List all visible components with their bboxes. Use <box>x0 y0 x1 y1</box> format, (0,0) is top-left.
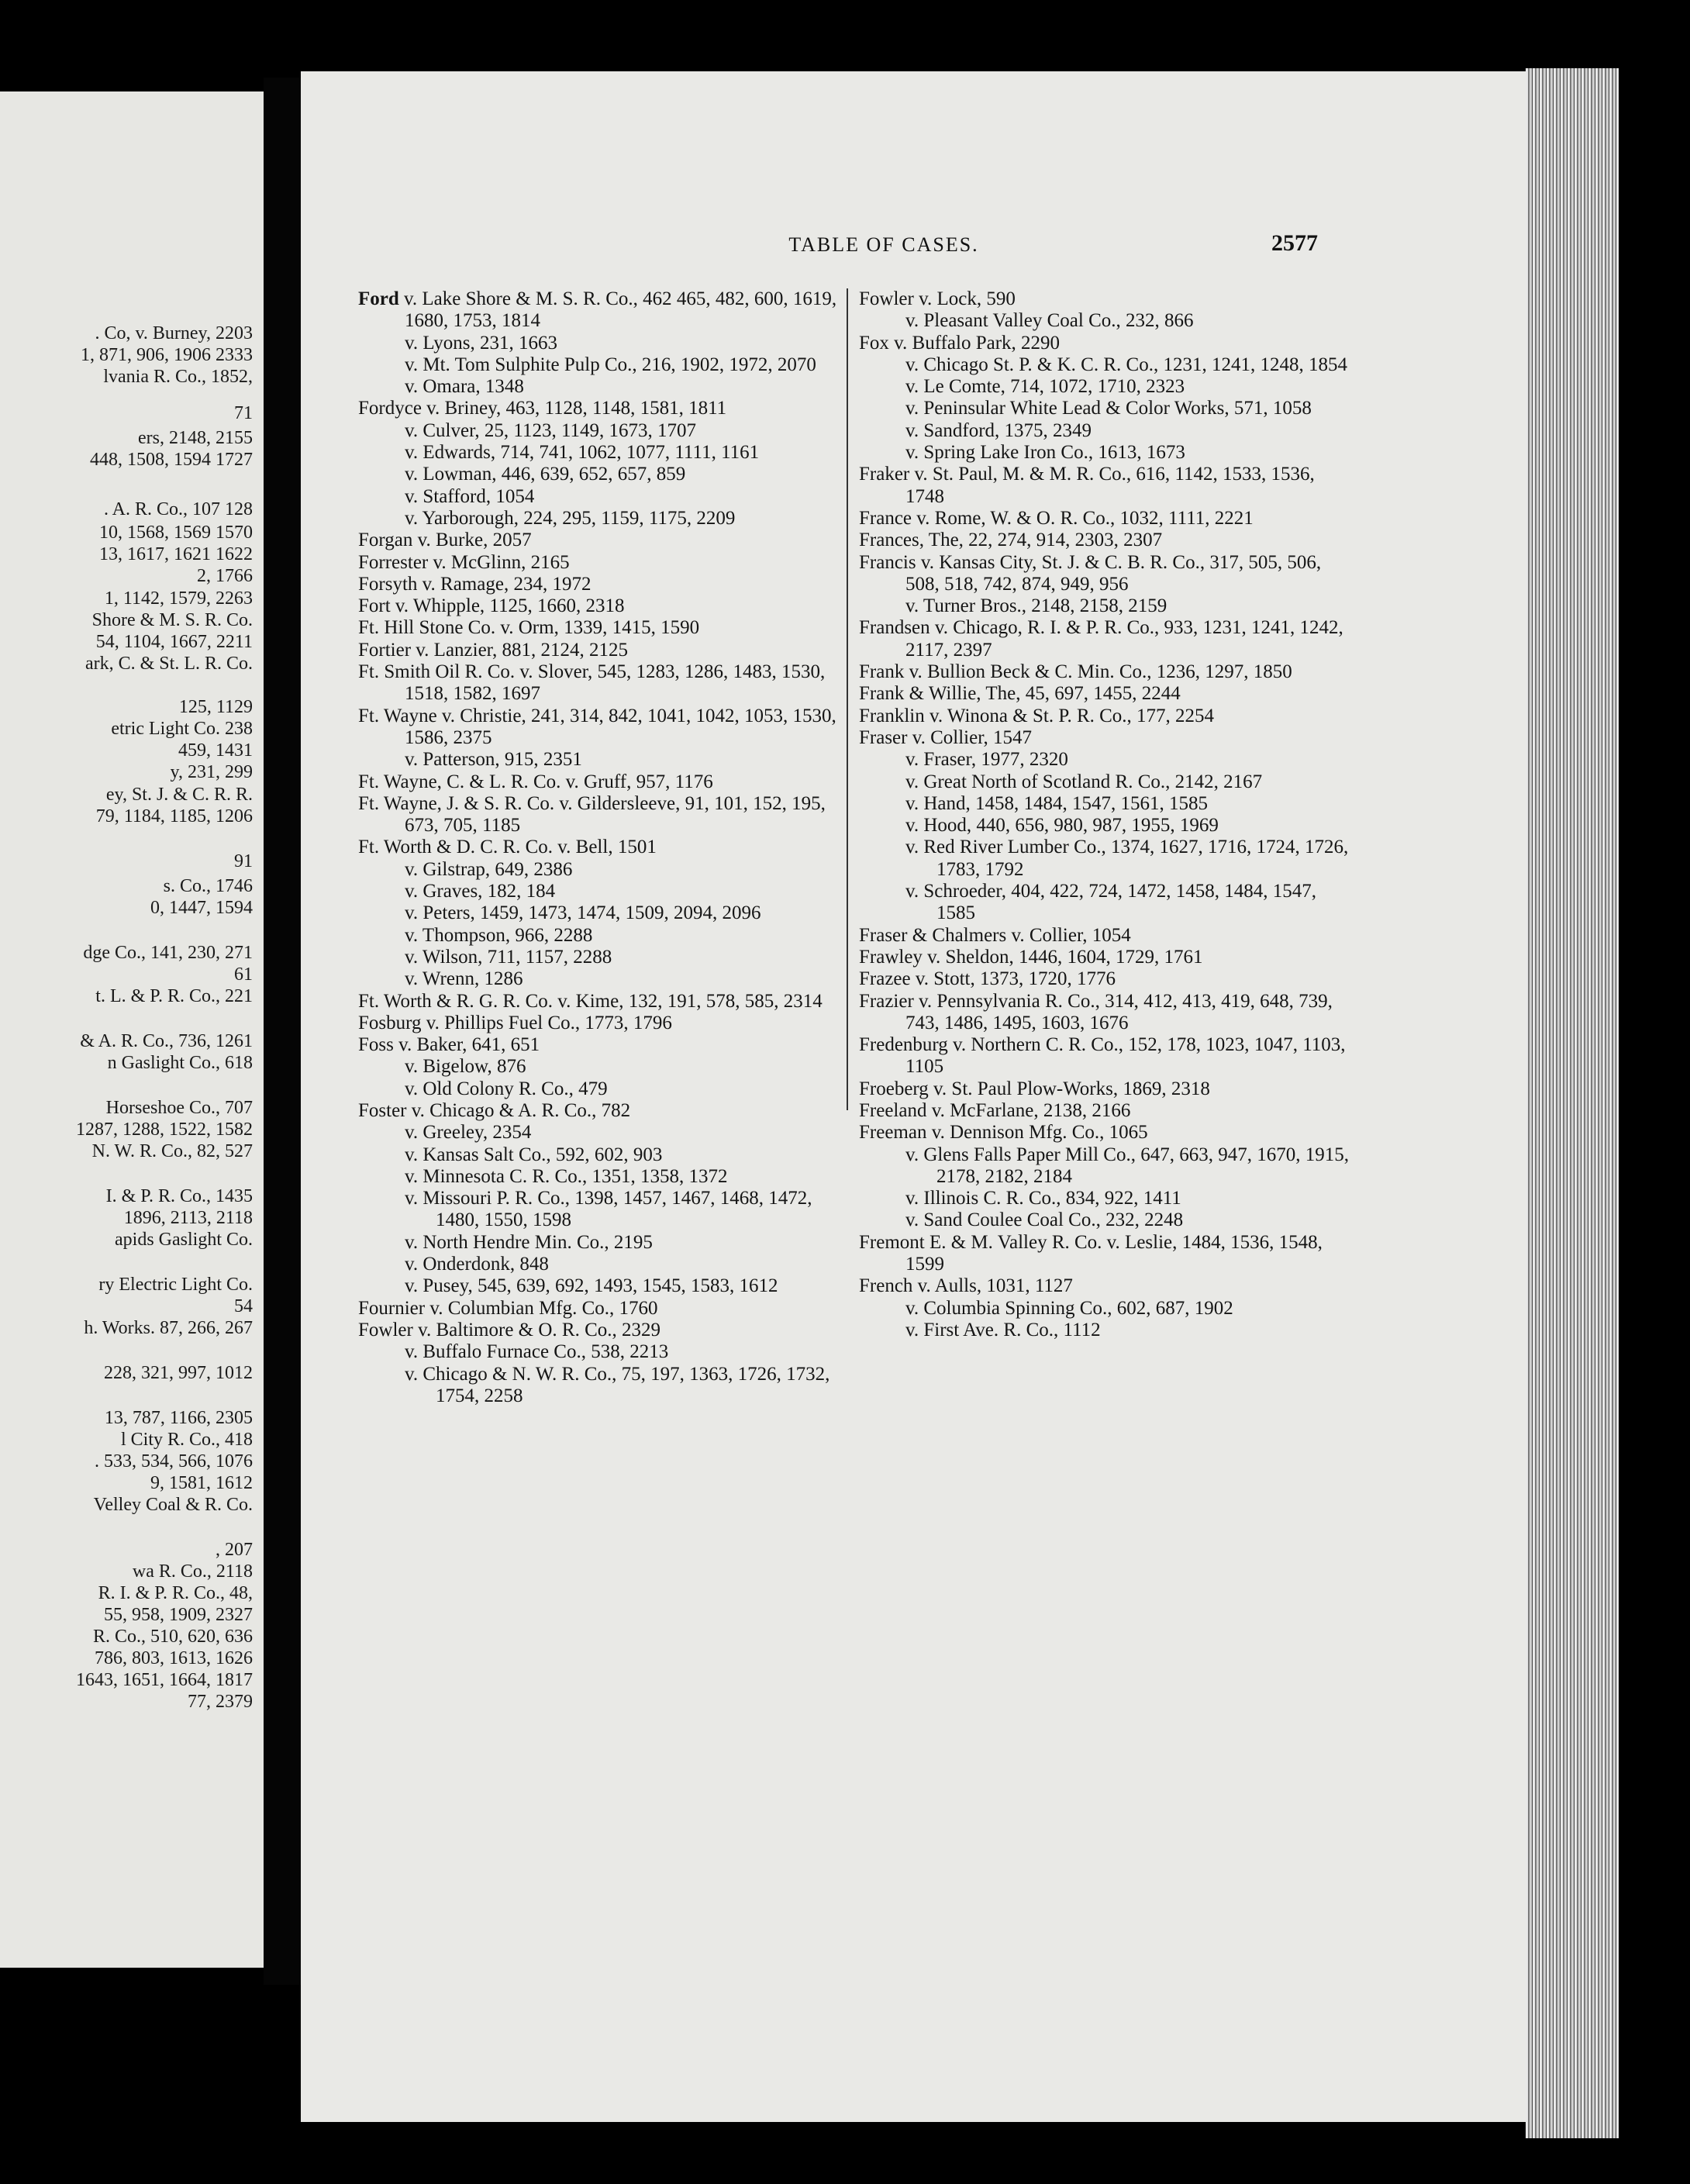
case-sub-entry: v. Kansas Salt Co., 592, 602, 903 <box>405 1144 663 1165</box>
left-page-line: 55, 958, 1909, 2327 <box>104 1605 253 1625</box>
case-entry: Ft. Hill Stone Co. v. Orm, 1339, 1415, 1590 <box>358 617 700 639</box>
case-entry: Freeland v. McFarlane, 2138, 2166 <box>859 1099 1131 1121</box>
case-entry: Fremont E. & M. Valley R. Co. v. Leslie, 1484, 1536, 1548, 1599 <box>859 1231 1323 1275</box>
case-sub-entry: v. North Hendre Min. Co., 2195 <box>405 1231 653 1253</box>
left-page-line: . 533, 534, 566, 1076 <box>95 1451 253 1472</box>
left-page-line: 13, 1617, 1621 1622 <box>99 544 253 564</box>
left-page-line: 79, 1184, 1185, 1206 <box>95 806 253 826</box>
case-sub-entry: v. Stafford, 1054 <box>405 485 535 507</box>
left-page-line: . A. R. Co., 107 128 <box>103 499 253 519</box>
case-sub-entry: v. Mt. Tom Sulphite Pulp Co., 216, 1902, 1972, 2070 <box>405 354 816 375</box>
left-page-line: 71 <box>234 403 253 423</box>
left-page-line: 91 <box>234 851 253 871</box>
case-sub-entry: v. Buffalo Furnace Co., 538, 2213 <box>405 1341 669 1363</box>
case-sub-entry: v. Minnesota C. R. Co., 1351, 1358, 1372 <box>405 1165 728 1187</box>
left-page-line: 9, 1581, 1612 <box>150 1473 253 1493</box>
case-sub-entry: v. Glens Falls Paper Mill Co., 647, 663, 947, 1670, 1915, 2178, 2182, 2184 <box>905 1144 1349 1187</box>
case-entry: Forrester v. McGlinn, 2165 <box>358 551 570 573</box>
left-page-line: ry Electric Light Co. <box>98 1275 253 1295</box>
left-page-line: 10, 1568, 1569 1570 <box>99 523 253 543</box>
case-sub-entry: v. Red River Lumber Co., 1374, 1627, 1716, 1724, 1726, 1783, 1792 <box>905 837 1349 880</box>
case-entry: Foster v. Chicago & A. R. Co., 782 <box>358 1099 631 1121</box>
case-entry: Fraser & Chalmers v. Collier, 1054 <box>859 924 1131 946</box>
case-entry: France v. Rome, W. & O. R. Co., 1032, 1111, 2221 <box>859 507 1254 529</box>
case-entry: Froeberg v. St. Paul Plow-Works, 1869, 2318 <box>859 1078 1210 1099</box>
left-page-line: 228, 321, 997, 1012 <box>104 1363 253 1383</box>
case-sub-entry: v. Peters, 1459, 1473, 1474, 1509, 2094, 2096 <box>405 902 761 924</box>
case-entry: Frances, The, 22, 274, 914, 2303, 2307 <box>859 530 1163 551</box>
case-entry: Ft. Wayne, C. & L. R. Co. v. Gruff, 957, 1176 <box>358 771 713 792</box>
case-sub-entry: v. Omara, 1348 <box>405 376 524 398</box>
case-entry: Forgan v. Burke, 2057 <box>358 530 532 551</box>
case-sub-entry: v. Edwards, 714, 741, 1062, 1077, 1111, 1161 <box>405 442 760 464</box>
left-page-line: , 207 <box>216 1540 253 1560</box>
left-page-line: lvania R. Co., 1852, <box>103 367 253 387</box>
case-entry: Franklin v. Winona & St. P. R. Co., 177, 2254 <box>859 705 1215 726</box>
case-entry: Fowler v. Lock, 590 <box>859 288 1016 309</box>
case-entry: Fowler v. Baltimore & O. R. Co., 2329 <box>358 1319 661 1340</box>
left-page-line: 125, 1129 <box>178 697 253 717</box>
left-page-line: 1, 1142, 1579, 2263 <box>104 588 253 609</box>
case-entry <box>358 288 839 333</box>
case-sub-entry: v. Illinois C. R. Co., 834, 922, 1411 <box>905 1188 1181 1209</box>
case-sub-entry: v. Missouri P. R. Co., 1398, 1457, 1467, 1468, 1472, 1480, 1550, 1598 <box>405 1188 812 1231</box>
case-entry: Frazee v. Stott, 1373, 1720, 1776 <box>859 968 1116 990</box>
case-entry: Francis v. Kansas City, St. J. & C. B. R. Co., 317, 505, 506, 508, 518, 742, 874, 949, 956 <box>859 551 1322 595</box>
case-entry: Ft. Wayne v. Christie, 241, 314, 842, 1041, 1042, 1053, 1530, 1586, 2375 <box>358 705 836 748</box>
case-sub-entry: v. Sand Coulee Coal Co., 232, 2248 <box>905 1209 1184 1231</box>
left-page-line: y, 231, 299 <box>170 762 253 782</box>
case-sub-entry: v. Peninsular White Lead & Color Works, 571, 1058 <box>905 398 1312 419</box>
case-sub-entry: v. First Ave. R. Co., 1112 <box>905 1319 1101 1340</box>
left-page-line: 2, 1766 <box>197 566 253 586</box>
case-entry: Fraker v. St. Paul, M. & M. R. Co., 616, 1142, 1533, 1536, 1748 <box>859 464 1315 507</box>
case-sub-entry: v. Lowman, 446, 639, 652, 657, 859 <box>405 464 686 485</box>
case-sub-entry: v. Hood, 440, 656, 980, 987, 1955, 1969 <box>905 815 1219 837</box>
case-text: v. Lake Shore & M. S. R. Co., 462 465, 482, 600, 1619, 1680, 1753, 1814 <box>398 288 837 332</box>
case-sub-entry: v. Great North of Scotland R. Co., 2142, 2167 <box>905 771 1263 792</box>
column-divider <box>847 288 848 1110</box>
case-entry: Frank & Willie, The, 45, 697, 1455, 2244 <box>859 683 1181 705</box>
case-entry: Fordyce v. Briney, 463, 1128, 1148, 1581, 1811 <box>358 398 727 419</box>
case-sub-entry: v. Bigelow, 876 <box>405 1056 526 1078</box>
case-sub-entry: v. Columbia Spinning Co., 602, 687, 1902 <box>905 1297 1233 1319</box>
case-sub-entry: v. Spring Lake Iron Co., 1613, 1673 <box>905 442 1185 464</box>
running-head: TABLE OF CASES. <box>788 233 979 256</box>
page-number: 2577 <box>1271 230 1318 256</box>
left-page-line: t. L. & P. R. Co., 221 <box>95 986 253 1006</box>
left-page-line: & A. R. Co., 736, 1261 <box>80 1031 253 1051</box>
left-page-line: 786, 803, 1613, 1626 <box>95 1648 253 1668</box>
case-sub-entry: v. Graves, 182, 184 <box>405 881 556 902</box>
left-page-line: . Co, v. Burney, 2203 <box>95 323 253 343</box>
left-page-line: n Gaslight Co., 618 <box>107 1053 253 1073</box>
left-page-line: Velley Coal & R. Co. <box>93 1495 253 1515</box>
case-party-bold: Ford <box>358 288 399 309</box>
left-page-line: Horseshoe Co., 707 <box>105 1098 253 1118</box>
case-sub-entry: v. Thompson, 966, 2288 <box>405 924 593 946</box>
case-entry: Fraser v. Collier, 1547 <box>859 726 1033 748</box>
left-page-line: 448, 1508, 1594 1727 <box>90 450 253 470</box>
column-right <box>859 288 1355 1341</box>
page-edges <box>1526 68 1619 2138</box>
case-entry: Fredenburg v. Northern C. R. Co., 152, 178, 1023, 1047, 1103, 1105 <box>859 1034 1346 1078</box>
left-page-line: Shore & M. S. R. Co. <box>91 610 253 630</box>
left-page-line: N. W. R. Co., 82, 527 <box>91 1141 253 1161</box>
left-page-line: s. Co., 1746 <box>163 876 253 896</box>
case-sub-entry: v. Old Colony R. Co., 479 <box>405 1078 608 1099</box>
case-entry: Forsyth v. Ramage, 234, 1972 <box>358 573 592 595</box>
left-page-line: etric Light Co. 238 <box>111 719 253 739</box>
case-sub-entry: v. Pleasant Valley Coal Co., 232, 866 <box>905 310 1194 332</box>
left-page-line: apids Gaslight Co. <box>115 1230 253 1250</box>
left-page-line: 459, 1431 <box>178 740 253 761</box>
case-sub-entry: v. Wrenn, 1286 <box>405 968 523 990</box>
case-sub-entry: v. Chicago St. P. & K. C. R. Co., 1231, 1241, 1248, 1854 <box>905 354 1347 375</box>
left-page-line: 54 <box>234 1296 253 1316</box>
case-entry: Ft. Smith Oil R. Co. v. Slover, 545, 1283, 1286, 1483, 1530, 1518, 1582, 1697 <box>358 661 826 705</box>
case-entry: Ft. Worth & D. C. R. Co. v. Bell, 1501 <box>358 837 657 858</box>
left-page-line: 61 <box>234 964 253 985</box>
left-page-line: h. Works. 87, 266, 267 <box>84 1318 253 1338</box>
left-page-line: 13, 787, 1166, 2305 <box>104 1408 253 1428</box>
left-page-line: 77, 2379 <box>188 1692 253 1712</box>
case-sub-entry: v. Patterson, 915, 2351 <box>405 749 582 771</box>
case-sub-entry: v. Hand, 1458, 1484, 1547, 1561, 1585 <box>905 792 1209 814</box>
case-entry: Foss v. Baker, 641, 651 <box>358 1034 540 1056</box>
case-entry: Fortier v. Lanzier, 881, 2124, 2125 <box>358 639 628 661</box>
case-sub-entry: v. Gilstrap, 649, 2386 <box>405 858 573 880</box>
left-page-line: wa R. Co., 2118 <box>132 1561 253 1582</box>
left-page-line: 0, 1447, 1594 <box>150 898 253 918</box>
case-sub-entry: v. Yarborough, 224, 295, 1159, 1175, 2209 <box>405 507 736 529</box>
column-left <box>358 288 839 1407</box>
left-page-line: dge Co., 141, 230, 271 <box>83 943 253 963</box>
case-sub-entry: v. Greeley, 2354 <box>405 1122 532 1144</box>
case-sub-entry: v. Culver, 25, 1123, 1149, 1673, 1707 <box>405 419 697 441</box>
left-page-line: 1, 871, 906, 1906 2333 <box>81 345 253 365</box>
left-page-line: ark, C. & St. L. R. Co. <box>84 654 253 674</box>
case-sub-entry: v. Fraser, 1977, 2320 <box>905 749 1068 771</box>
left-page-line: 54, 1104, 1667, 2211 <box>95 632 253 652</box>
book-gutter <box>264 78 301 1985</box>
left-page-line: l City R. Co., 418 <box>120 1430 253 1450</box>
case-entry: Freeman v. Dennison Mfg. Co., 1065 <box>859 1122 1148 1144</box>
left-page-line: R. Co., 510, 620, 636 <box>92 1627 253 1647</box>
case-entry: Fox v. Buffalo Park, 2290 <box>859 332 1061 354</box>
case-entry: Frank v. Bullion Beck & C. Min. Co., 1236, 1297, 1850 <box>859 661 1292 683</box>
case-entry: Frazier v. Pennsylvania R. Co., 314, 412, 413, 419, 648, 739, 743, 1486, 1495, 1603, 1676 <box>859 990 1333 1033</box>
case-entry: French v. Aulls, 1031, 1127 <box>859 1275 1073 1297</box>
case-entry: Frandsen v. Chicago, R. I. & P. R. Co., 933, 1231, 1241, 1242, 2117, 2397 <box>859 617 1343 661</box>
case-sub-entry: v. Wilson, 711, 1157, 2288 <box>405 946 612 968</box>
left-page-line: 1896, 2113, 2118 <box>123 1208 253 1228</box>
case-sub-entry: v. Sandford, 1375, 2349 <box>905 419 1092 441</box>
case-sub-entry: v. Le Comte, 714, 1072, 1710, 2323 <box>905 376 1185 398</box>
case-sub-entry: v. Pusey, 545, 639, 692, 1493, 1545, 1583, 1612 <box>405 1275 778 1297</box>
left-page-line: 1287, 1288, 1522, 1582 <box>76 1120 253 1140</box>
left-page-line: I. & P. R. Co., 1435 <box>105 1186 253 1206</box>
case-entry: Frawley v. Sheldon, 1446, 1604, 1729, 1761 <box>859 946 1203 968</box>
left-page-line: ey, St. J. & C. R. R. <box>105 785 253 805</box>
case-entry: Ft. Wayne, J. & S. R. Co. v. Gildersleeve, 91, 101, 152, 195, 673, 705, 1185 <box>358 792 826 837</box>
left-page-line: ers, 2148, 2155 <box>138 428 253 448</box>
case-sub-entry: v. Onderdonk, 848 <box>405 1254 549 1275</box>
case-entry: Fournier v. Columbian Mfg. Co., 1760 <box>358 1297 658 1319</box>
case-sub-entry: v. Chicago & N. W. R. Co., 75, 197, 1363, 1726, 1732, 1754, 2258 <box>405 1363 830 1406</box>
left-page-line: 1643, 1651, 1664, 1817 <box>76 1670 253 1690</box>
left-page <box>0 91 264 1968</box>
case-sub-entry: v. Lyons, 231, 1663 <box>405 332 557 354</box>
case-sub-entry: v. Schroeder, 404, 422, 724, 1472, 1458, 1484, 1547, 1585 <box>905 881 1316 924</box>
case-entry: Ft. Worth & R. G. R. Co. v. Kime, 132, 191, 578, 585, 2314 <box>358 990 823 1012</box>
case-entry: Fosburg v. Phillips Fuel Co., 1773, 1796 <box>358 1012 672 1033</box>
case-sub-entry: v. Turner Bros., 2148, 2158, 2159 <box>905 595 1167 617</box>
left-page-line: R. I. & P. R. Co., 48, <box>98 1583 253 1603</box>
case-entry: Fort v. Whipple, 1125, 1660, 2318 <box>358 595 625 617</box>
